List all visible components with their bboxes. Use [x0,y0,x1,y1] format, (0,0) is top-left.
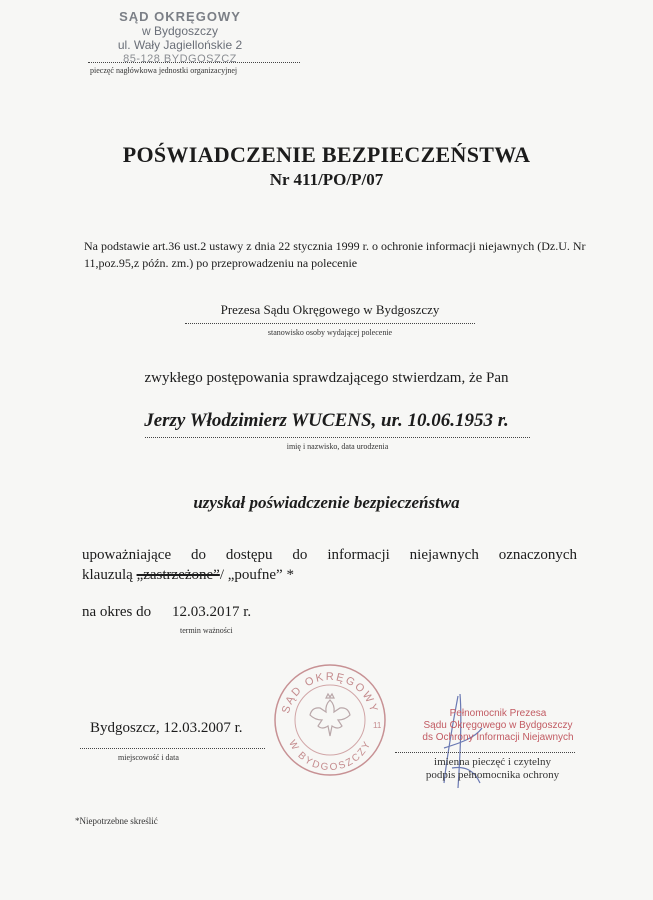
person-dotted-line [145,437,530,438]
legal-basis: Na podstawie art.36 ust.2 ustawy z dnia 22 stycznia 1999 r. o ochronie informacji niejawnych (Dz.U. Nr 11,poz.95,z późn. zm.) po przeprowadzeniu na polecenie [84,239,586,270]
official-stamp [418,708,578,744]
header-stamp-line2: w Bydgoszczy [141,24,219,38]
header-stamp-line4: 85-128 BYDGOSZCZ [123,53,237,65]
authorization-line1: upoważniające do dostępu do informacji niejawnych oznaczonych [82,547,577,563]
ordering-party-dotted-line [185,323,475,324]
ordering-party-value: Prezesa Sądu Okręgowego w Bydgoszczy [220,302,440,317]
place-date-dotted-line [80,748,265,749]
header-stamp [95,10,265,66]
authorization-struck-clause: „zastrzeżone” [136,567,220,583]
authorization-suffix: / „poufne” * [219,567,294,583]
eagle-emblem-icon [310,694,350,736]
svg-text:W BYDGOSZCZY [286,738,374,773]
place-date-caption: miejscowość i data [118,753,179,762]
footnote: *Niepotrzebne skreślić [75,816,158,826]
header-stamp-dotted-line [88,62,300,63]
round-seal-bottom-text: W BYDGOSZCZY [286,738,374,774]
document-title: POŚWIADCZENIE BEZPIECZEŃSTWA [122,142,531,167]
official-stamp-line1: Pełnomocnik Prezesa [449,708,547,719]
validity-value: 12.03.2017 r. [172,604,252,620]
round-seal-top-text: SĄD OKRĘGOWY [279,670,381,715]
round-seal-number: 11 [373,721,382,730]
header-stamp-line3: ul. Wały Jagiellońskie 2 [117,38,243,52]
place-date-value: Bydgoszcz, 12.03.2007 r. [90,720,243,736]
ordering-party-caption: stanowisko osoby wydającej polecenie [267,328,393,337]
document-number: Nr 411/PO/P/07 [269,170,384,189]
authorization-block [82,545,577,585]
round-seal [270,660,390,780]
person-name: Jerzy Włodzimierz WUCENS, ur. 10.06.1953 r. [144,410,509,431]
procedure-text: zwykłego postępowania sprawdzającego stwierdzam, że Pan [144,370,509,386]
header-stamp-line1: SĄD OKRĘGOWY [119,9,241,24]
official-stamp-dotted-line [395,752,575,753]
person-caption: imię i nazwisko, data urodzenia [286,442,389,451]
obtained-text: uzyskał poświadczenie bezpieczeństwa [193,493,460,512]
authorization-prefix: klauzulą [82,567,137,583]
official-stamp-caption: imienna pieczęć i czytelny podpis pełnomocnika ochrony [425,756,560,781]
official-stamp-line3: ds Ochrony Informacji Niejawnych [422,732,574,743]
validity-caption: termin ważności [180,626,233,635]
header-stamp-caption: pieczęć nagłówkowa jednostki organizacyjnej [90,66,238,75]
authorization-line2 [82,565,577,585]
official-stamp-line2: Sądu Okręgowego w Bydgoszczy [423,720,573,731]
validity-label: na okres do [82,604,152,620]
